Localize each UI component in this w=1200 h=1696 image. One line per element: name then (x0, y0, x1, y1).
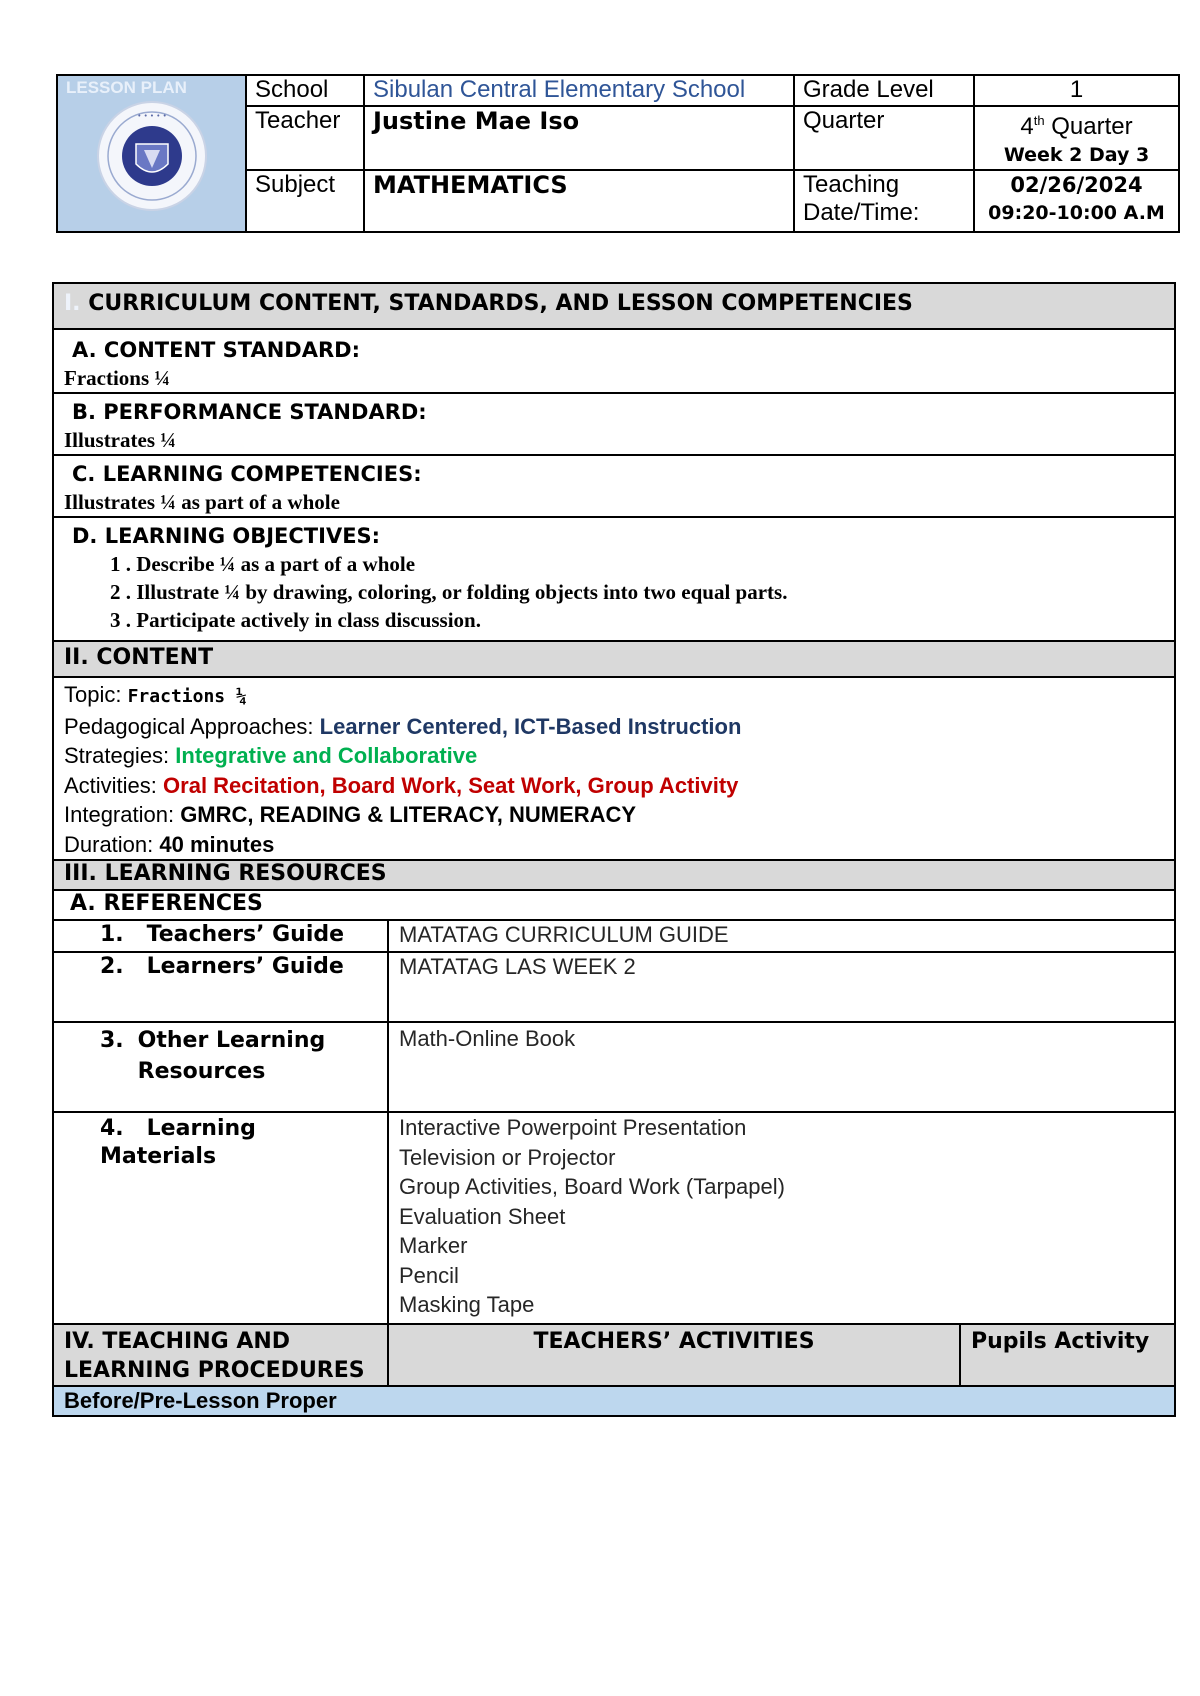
logo-label: LESSON PLAN (66, 78, 187, 97)
header-table (56, 74, 1180, 233)
references-heading: A. REFERENCES (53, 890, 1175, 920)
procedures-heading-1: IV. TEACHING AND (64, 1329, 291, 1354)
learning-materials-list (388, 1112, 1175, 1324)
quarter-cell (974, 106, 1179, 170)
quarter-suffix: th (1033, 113, 1045, 128)
teacher-value: Justine Mae Iso (364, 106, 794, 170)
objective-item: 1 . Describe ¼ as a part of a whole (110, 552, 416, 576)
duration-value: 40 minutes (159, 831, 275, 857)
duration-label: Duration: (64, 831, 160, 857)
section-resources-heading: III. LEARNING RESOURCES (53, 860, 1175, 890)
material-item: Television or Projector (399, 1144, 616, 1170)
other-resources-label-cell (53, 1022, 388, 1112)
content-details-cell (53, 677, 1175, 860)
teachers-guide-label-cell (53, 920, 388, 952)
ref-number: 1. (100, 922, 124, 947)
time-value: 09:20-10:00 A.M (988, 202, 1165, 224)
section-curriculum-number: I. (64, 291, 81, 316)
material-item: Marker (399, 1233, 468, 1258)
teaching-label-cell (794, 170, 974, 232)
teachers-guide-value: MATATAG CURRICULUM GUIDE (388, 920, 1175, 952)
learning-materials-label: Learning Materials (100, 1116, 256, 1169)
duration-line (64, 830, 1164, 860)
ref-number: 3. (100, 1028, 124, 1053)
learning-objectives-label: D. LEARNING OBJECTIVES: (72, 524, 381, 548)
content-standard-value: Fractions ¼ (64, 366, 171, 390)
strategies-label: Strategies: (64, 743, 176, 768)
school-label: School (246, 75, 364, 106)
deped-seal-icon (96, 100, 208, 212)
pupils-activity-header: Pupils Activity (960, 1324, 1175, 1386)
school-value: Sibulan Central Elementary School (364, 75, 794, 106)
section-curriculum-heading (53, 283, 1175, 329)
date-time-cell (974, 170, 1179, 232)
strategies-line (64, 741, 1164, 771)
learning-materials-label-cell (53, 1112, 388, 1324)
ref-number: 4. (100, 1116, 124, 1141)
strategies-value: Integrative and Collaborative (175, 743, 478, 768)
teachers-activities-header: TEACHERS’ ACTIVITIES (388, 1324, 960, 1386)
lesson-plan-table (52, 282, 1176, 1417)
grade-label: Grade Level (794, 75, 974, 106)
objective-item: 2 . Illustrate ¼ by drawing, coloring, or folding objects into two equal parts. (110, 580, 788, 604)
material-item: Masking Tape (399, 1292, 535, 1317)
learning-competencies-label: C. LEARNING COMPETENCIES: (72, 462, 422, 486)
performance-standard-value: Illustrates ¼ (64, 428, 176, 452)
topic-value: Fractions ¼ (127, 686, 247, 707)
activities-value: Oral Recitation, Board Work, Seat Work, Group Activity (163, 772, 739, 798)
learning-objectives-cell (53, 517, 1175, 641)
integration-line (64, 800, 1164, 830)
ref-number: 2. (100, 954, 124, 979)
material-item: Pencil (399, 1262, 459, 1288)
teaching-label-1: Teaching (803, 171, 900, 198)
quarter-word: Quarter (1044, 113, 1133, 140)
activities-label: Activities: (64, 772, 164, 798)
quarter-label: Quarter (794, 106, 974, 170)
other-resources-label-1: Other Learning (137, 1028, 326, 1053)
quarter-number: 4 (1020, 113, 1034, 140)
other-resources-label-2: Resources (137, 1059, 266, 1084)
svg-text:• • • • •: • • • • • (136, 112, 167, 120)
before-lesson-row: Before/Pre-Lesson Proper (53, 1386, 1175, 1416)
date-value: 02/26/2024 (1010, 173, 1143, 197)
content-standard-label: A. CONTENT STANDARD: (72, 338, 360, 362)
logo-cell (57, 75, 246, 232)
teacher-label: Teacher (246, 106, 364, 170)
other-resources-value: Math-Online Book (388, 1022, 1175, 1112)
activities-line (64, 771, 1164, 801)
grade-value: 1 (974, 75, 1179, 106)
learning-competencies-cell (53, 455, 1175, 517)
learners-guide-value: MATATAG LAS WEEK 2 (388, 952, 1175, 1022)
learners-guide-label-cell (53, 952, 388, 1022)
subject-value: MATHEMATICS (364, 170, 794, 232)
content-standard-cell (53, 329, 1175, 393)
section-curriculum-title: CURRICULUM CONTENT, STANDARDS, AND LESSON COMPETENCIES (80, 291, 913, 316)
quarter-week: Week 2 Day 3 (1003, 144, 1150, 166)
approaches-value: Learner Centered, ICT-Based Instruction (319, 713, 742, 739)
learning-competencies-value: Illustrates ¼ as part of a whole (64, 490, 340, 514)
approaches-label: Pedagogical Approaches: (64, 713, 320, 739)
objective-item: 3 . Participate actively in class discussion. (110, 608, 481, 632)
integration-label: Integration: (64, 802, 181, 827)
material-item: Group Activities, Board Work (Tarpapel) (399, 1174, 785, 1199)
learners-guide-label: Learners’ Guide (146, 954, 344, 979)
topic-line (64, 680, 1164, 712)
performance-standard-cell (53, 393, 1175, 455)
subject-label: Subject (246, 170, 364, 232)
approaches-line (64, 712, 1164, 742)
integration-value: GMRC, READING & LITERACY, NUMERACY (180, 802, 637, 827)
teachers-guide-label: Teachers’ Guide (146, 922, 345, 947)
procedures-heading-cell (53, 1324, 388, 1386)
topic-label: Topic: (64, 682, 128, 707)
performance-standard-label: B. PERFORMANCE STANDARD: (72, 400, 427, 424)
teaching-label-2: Date/Time: (803, 199, 920, 226)
material-item: Evaluation Sheet (399, 1203, 566, 1229)
section-content-heading: II. CONTENT (53, 641, 1175, 677)
material-item: Interactive Powerpoint Presentation (399, 1115, 747, 1140)
procedures-heading-2: LEARNING PROCEDURES (64, 1358, 365, 1383)
